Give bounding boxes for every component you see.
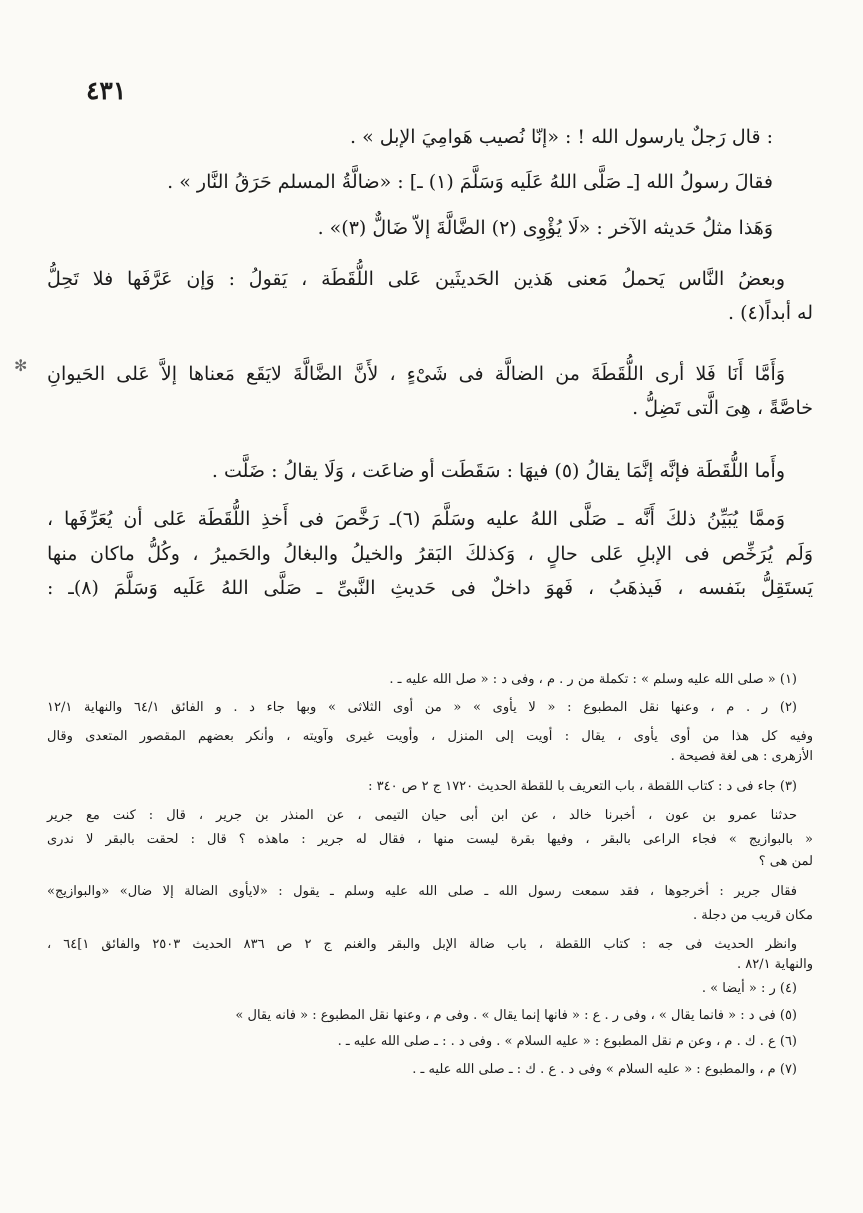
body-line: فقالَ رسولُ الله [ـ صَلَّى اللهُ عَلَيه وَسَلَّمَ (١) ـ] : «ضالَّةُ المسلم حَرَقُ النَّار » . <box>167 171 773 193</box>
footnote-line: (٦) ع . ك . م ، وعن م نقل المطبوع : « عليه السلام » . وفى د . : ـ صلى الله عليه ـ . <box>337 1034 797 1049</box>
footnote-line: الأزهرى : هى لغة فصيحة . <box>670 749 813 764</box>
body-line: يَستَقِلُّ بنَفسه ، فَيذهَبُ ، فَهوَ داخلٌ فى حَديثِ النَّبىِّ ـ صَلَّى اللهُ عَلَيه وَسَلَّمَ (٨)ـ : <box>47 577 813 599</box>
margin-mark: ✻ <box>14 356 28 375</box>
footnote-line: وفيه كل هذا من أوى يأوى ، يقال : أويت إلى المنزل ، وأويت غيرى وآويته ، وأنكر بعضهم المقصور المتعدى وقال <box>47 729 813 744</box>
page-number: ٤٣١ <box>86 76 127 105</box>
footnote-line: حدثنا عمرو بن عون ، أخبرنا خالد ، عن ابن أبى حيان التيمى ، عن المنذر بن جرير ، قال : كنت مع جرير <box>47 808 797 823</box>
footnote-line: لمن هى ؟ <box>758 854 813 869</box>
footnote-line: (٤) ر : « أيضا » . <box>701 981 797 996</box>
footnote-line: (٢) ر . م ، وعنها نقل المطبوع : « لا يأوى » « من أوى الثلاثى » وبها جاء د . و الفائق ٦٤/١ والنهاية ١٢/١ <box>47 700 797 715</box>
footnote-line: « بالبوازيج » فجاء الراعى بالبقر ، وفيها بقرة ليست منها ، فقال له جرير : ماهذه ؟ قال : لحقت بالبقر لا ندرى <box>47 832 813 847</box>
body-line: وأَما اللُّقَطَة فإنَّه إنَّمَا يقالُ (٥) فيهَا : سَقَطَت أو ضاعَت ، وَلَا يقالُ : ضَلَّت . <box>211 460 785 482</box>
footnote-line: (٧) م ، والمطبوع : « عليه السلام » وفى د . ع . ك : ـ صلى الله عليه ـ . <box>412 1062 797 1077</box>
body-line: خاصَّةً ، هِىَ الَّتى تَضِلُّ . <box>632 397 813 419</box>
footnote-separator <box>47 655 813 656</box>
footnote-line: مكان قريب من دجلة . <box>692 908 813 923</box>
body-line: له أبداً(٤) . <box>728 302 813 324</box>
body-line: وَلَم يُرَخِّص فى الإبلِ عَلى حالٍ ، وَكذلكَ البَقرُ والخيلُ والبغالُ والحَميرُ ، وكُلُّ ماكان منها <box>47 543 814 565</box>
footnote-line: (١) « صلى الله عليه وسلم » : تكملة من ر . م ، وفى د : « صل الله عليه ـ . <box>389 672 797 687</box>
body-line: وَأَمَّا أَنَا فَلا أرى اللُّقَطَةَ من الضالَّة فى شَىْءٍ ، لأَنَّ الضَّالَّةَ لايَقَع مَعناها إلاَّ عَلى الحَيوانِ <box>47 363 785 385</box>
body-line: وَممَّا يُبَيِّنُ ذلكَ أَنَّه ـ صَلَّى اللهُ عليه وسَلَّمَ (٦)ـ رَخَّصَ فى أَخذِ اللُّقَطَة عَلى أن يُعَرِّفَها ، <box>47 508 786 530</box>
footnote-line: والنهاية ٨٢/١ . <box>736 957 813 972</box>
body-line: وبعضُ النَّاس يَحملُ مَعنى هَذين الحَديثَين عَلى اللُّقَطَة ، يَقولُ : وَإن عَرَّفَها فلا تَحِلُّ <box>47 268 785 290</box>
body-line: وَهَذا مثلُ حَديثه الآخر : «لَا يُؤْوِى (٢) الضَّالَّةَ إلاّ ضَالٌّ (٣)» . <box>317 217 773 239</box>
footnote-line: وانظر الحديث فى جه : كتاب اللقطة ، باب ضالة الإبل والبقر والغنم ج ٢ ص ٨٣٦ الحديث ٢٥٠٣ والفائق ١]٦٤ ، <box>47 937 797 952</box>
body-line: : قال رَجلٌ يارسول الله ! : «إنّا نُصيب هَوامِيَ الإبل » . <box>350 126 773 148</box>
footnote-line: (٣) جاء فى د : كتاب اللقطة ، باب التعريف با للقطة الحديث ١٧٢٠ ج ٢ ص ٣٤٠ : <box>368 779 797 794</box>
footnote-line: (٥) فى د : « فانما يقال » ، وفى ر . ع : « فانها إنما يقال » . وفى م ، وعنها نقل المطبوع : « فانه يقال » <box>235 1008 797 1023</box>
footnote-line: فقال جرير : أخرجوها ، فقد سمعت رسول الله ـ صلى الله عليه وسلم ـ يقول : «لايأوى الضالة إلا ضال» «والبوازيج» <box>47 884 797 899</box>
